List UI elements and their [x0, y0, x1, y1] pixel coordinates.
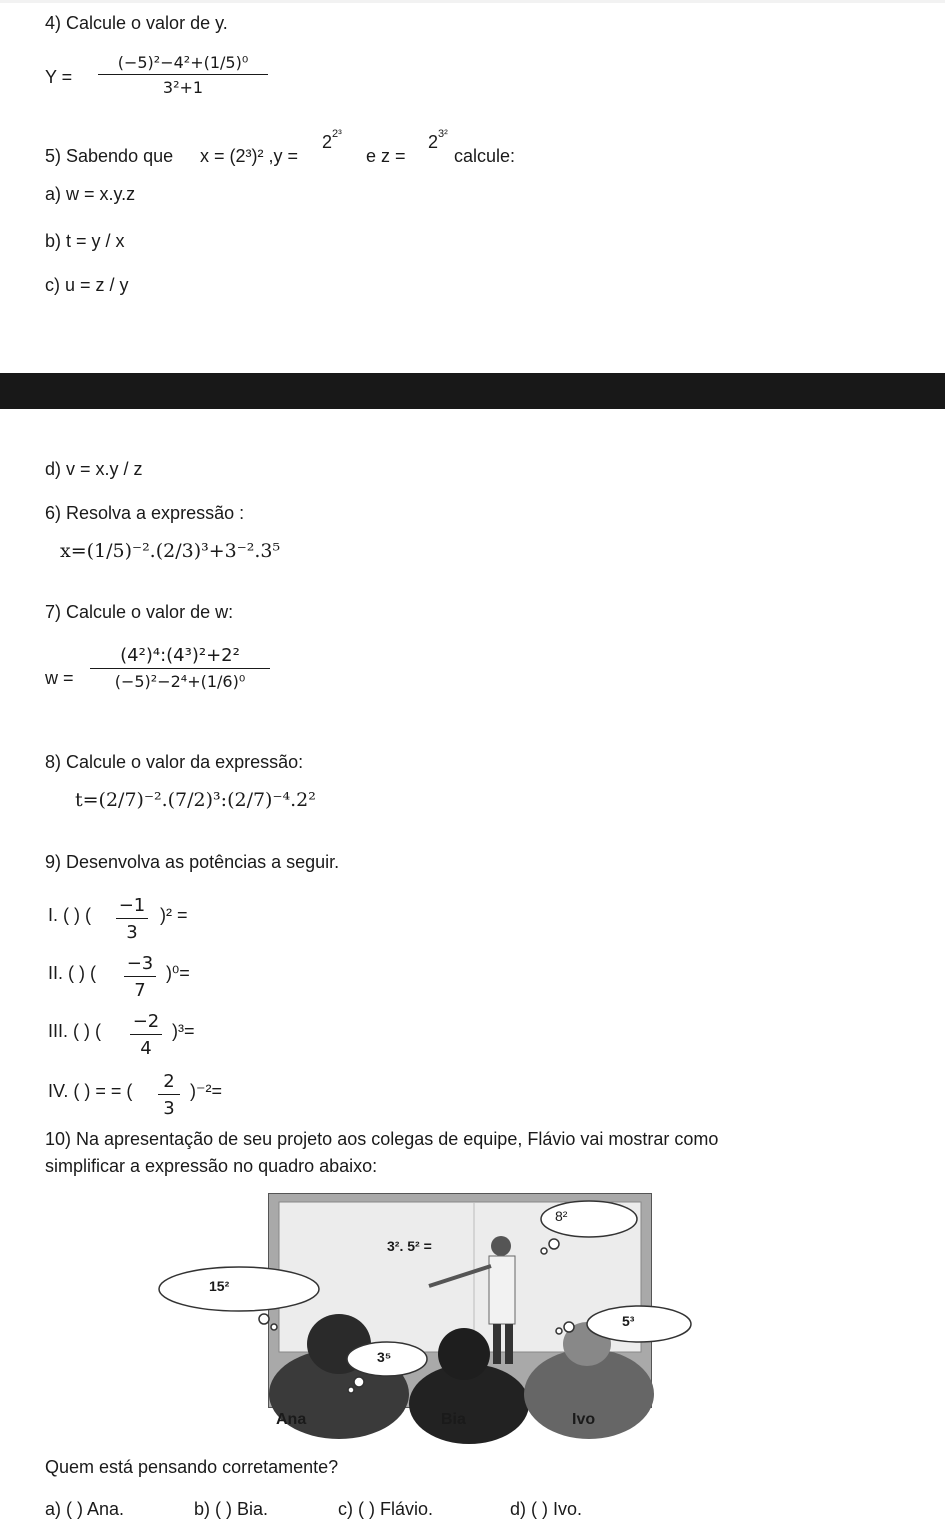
page-break-banner	[0, 373, 945, 409]
q4-numerator: (−5)²−4²+(1/5)⁰	[117, 53, 249, 72]
q5-y-base: 2	[322, 132, 333, 152]
q5-item-c: c) u = z / y	[45, 275, 129, 295]
q5-y-exponent: 2³	[332, 128, 342, 140]
q9-item-4-pre: IV. ( ) = = (	[48, 1081, 133, 1101]
q5-x-expr: x = (2³)² ,y =	[200, 146, 299, 166]
q5-z-base: 2	[428, 132, 439, 152]
q7-lhs: w =	[45, 668, 74, 688]
q9-item-3-pre: III. ( ) (	[48, 1021, 101, 1041]
q4-denominator: 3²+1	[162, 78, 204, 97]
q9-item-3-fraction	[130, 1011, 162, 1059]
top-edge	[0, 0, 945, 3]
q9-item-4-fraction	[158, 1071, 180, 1119]
q6-title: 6) Resolva a expressão :	[45, 503, 245, 523]
q9-item-1-den: 3	[126, 922, 138, 943]
q10-line-1: 10) Na apresentação de seu projeto aos colegas de equipe, Flávio vai mostrar como	[45, 1129, 719, 1149]
q9-item-4-den: 3	[163, 1098, 175, 1119]
q5-item-b: b) t = y / x	[45, 231, 125, 251]
bubble-ana-15sq: 15²	[209, 1278, 230, 1294]
board-expression: 3². 5² =	[387, 1238, 432, 1254]
q9-item-2-den: 7	[134, 980, 146, 1001]
option-c[interactable]: c) ( ) Flávio.	[338, 1499, 434, 1519]
q9-item-1-pre: I. ( ) (	[48, 905, 91, 925]
option-a[interactable]: a) ( ) Ana.	[45, 1499, 125, 1519]
q9-item-2-pre: II. ( ) (	[48, 963, 96, 983]
name-ana: Ana	[276, 1411, 307, 1428]
q9-item-1-post: )² =	[160, 905, 188, 925]
q7-numerator: (4²)⁴:(4³)²+2²	[120, 645, 240, 666]
q5-suffix: calcule:	[454, 146, 516, 166]
classroom-scene	[269, 1194, 651, 1407]
q8-title: 8) Calcule o valor da expressão:	[45, 752, 304, 772]
q10-question: Quem está pensando corretamente?	[45, 1457, 339, 1477]
q7-denominator: (−5)²−2⁴+(1/6)⁰	[114, 672, 246, 691]
q4-fraction	[98, 53, 268, 97]
name-ivo: Ivo	[572, 1411, 596, 1428]
q9-item-2-num: −3	[126, 953, 154, 974]
q5-y-power	[322, 128, 342, 153]
bubble-bia-3pow5: 3⁵	[377, 1349, 392, 1365]
q5-z-label: e z =	[366, 146, 406, 166]
q6-expression: x=(1/5)⁻².(2/3)³+3⁻².3⁵	[60, 540, 281, 562]
q9-title: 9) Desenvolva as potências a seguir.	[45, 852, 340, 872]
q7-title: 7) Calcule o valor de w:	[45, 602, 234, 622]
q9-item-3-post: )³=	[172, 1021, 195, 1041]
option-d[interactable]: d) ( ) Ivo.	[510, 1499, 583, 1519]
q9-item-3-den: 4	[140, 1038, 152, 1059]
q5-z-power	[428, 128, 448, 153]
q5-item-a: a) w = x.y.z	[45, 184, 136, 204]
q4-title: 4) Calcule o valor de y.	[45, 13, 228, 33]
bubble-ivo-8sq: 8²	[555, 1208, 568, 1224]
classroom-illustration	[209, 1193, 652, 1408]
q9-item-1-fraction	[116, 895, 148, 943]
name-bia: Bia	[441, 1411, 466, 1428]
q9-item-2-fraction	[124, 953, 156, 1001]
bubble-right-5cube: 5³	[622, 1313, 635, 1329]
q9-item-1-num: −1	[118, 895, 146, 916]
q8-expression: t=(2/7)⁻².(7/2)³:(2/7)⁻⁴.2²	[75, 789, 316, 811]
q5-prefix: 5) Sabendo que	[45, 146, 174, 166]
q4-lhs: Y =	[45, 67, 73, 87]
q10-line-2: simplificar a expressão no quadro abaixo:	[45, 1156, 378, 1176]
q5-item-d: d) v = x.y / z	[45, 459, 143, 479]
q9-item-2-post: )⁰=	[166, 963, 190, 983]
q9-item-3-num: −2	[132, 1011, 160, 1032]
q5-z-exponent: 3²	[438, 128, 448, 140]
q9-item-4-num: 2	[163, 1071, 175, 1092]
option-b[interactable]: b) ( ) Bia.	[194, 1499, 269, 1519]
q7-fraction	[90, 645, 270, 691]
q9-item-4-post: )⁻²=	[190, 1081, 223, 1101]
